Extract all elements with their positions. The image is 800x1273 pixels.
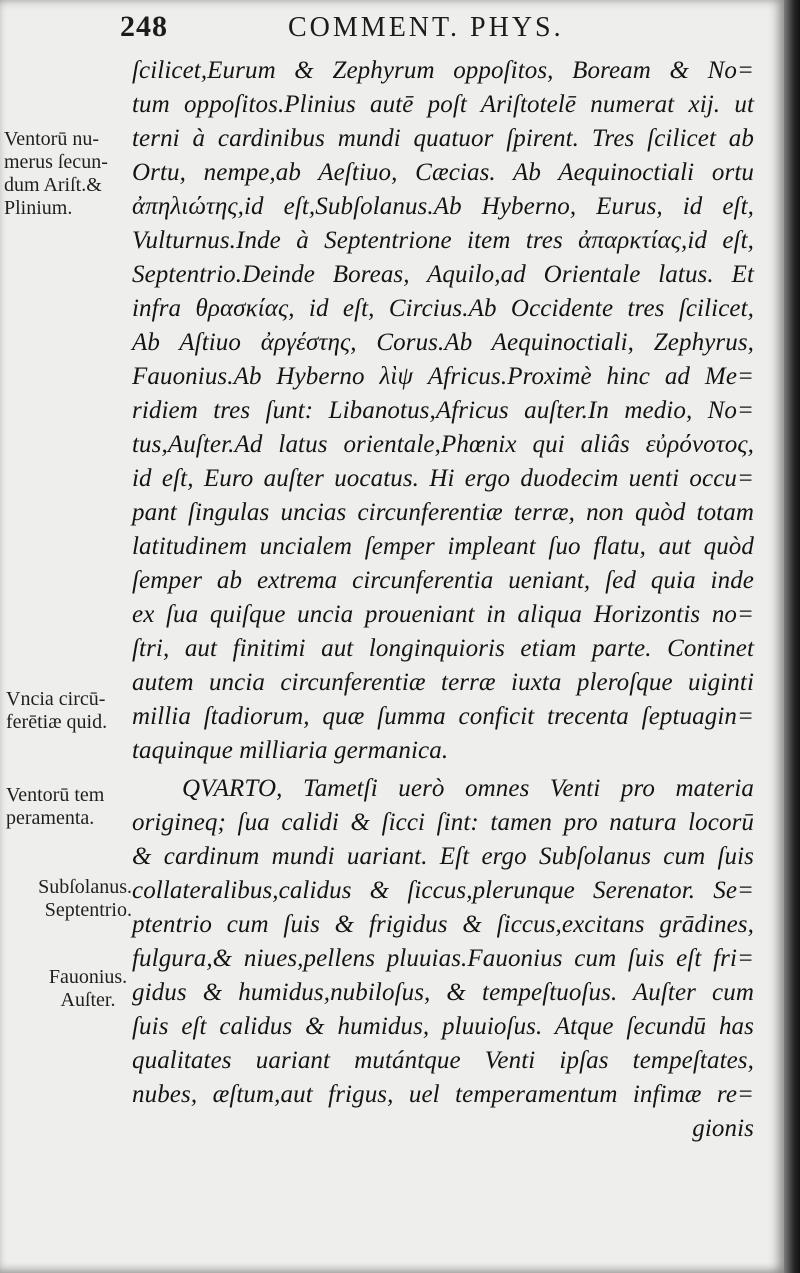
text-line: Ab Aſtiuo ἀργέστης, Corus.Ab Aequinoctiali, Zephyrus, bbox=[132, 329, 754, 356]
text-line: Septentrio.Deinde Boreas, Aquilo,ad Orientale latus. Et bbox=[132, 261, 754, 288]
text-line: fulgura,& niues,pellens pluuias.Fauonius cum ſuis eſt fri= bbox=[132, 945, 754, 972]
margin-note-uncia bbox=[6, 688, 107, 734]
text-line: id eſt, Euro auſter uocatus. Hi ergo duodecim uenti occu= bbox=[132, 465, 754, 492]
margin-note-temperamenta bbox=[6, 784, 104, 830]
text-line: ἀπηλιώτης,id eſt,Subſolanus.Ab Hyberno, Eurus, id eſt, bbox=[132, 193, 754, 220]
text-line: taquinque milliaria germanica. bbox=[132, 737, 449, 764]
running-title: COMMENT. PHYS. bbox=[288, 12, 564, 43]
text-line: autem uncia circunferentiæ terræ iuxta pleroſque uiginti bbox=[132, 669, 754, 696]
book-edge-shadow bbox=[784, 0, 800, 1273]
margin-note-ventorum-numerus bbox=[4, 128, 108, 220]
text-line: nubes, æſtum,aut frigus, uel temperamentum infimæ re= bbox=[132, 1081, 754, 1108]
text-line: Vulturnus.Inde à Septentrione item tres ἀπαρκτίας,id eſt, bbox=[132, 227, 754, 254]
page-header bbox=[120, 8, 680, 48]
text-line: ſtri, aut finitimi aut longinquioris etiam parte. Continet bbox=[132, 635, 754, 662]
text-line: Fauonius.Ab Hyberno λὶψ Africus.Proximè hinc ad Me= bbox=[132, 363, 754, 390]
margin-note-fauonius bbox=[40, 966, 136, 1012]
text-line: qualitates uariant mutántque Venti ipſas tempeſtates, bbox=[132, 1047, 754, 1074]
margin-note-subsolanus bbox=[8, 876, 132, 922]
margin-note-text: Vncia circū- ferētiæ quid. bbox=[6, 688, 108, 733]
text-line: ſemper ab extrema circunferentia ueniant, ſed quia inde bbox=[132, 567, 754, 594]
text-line: ex ſua quiſque uncia proueniant in aliqua Horizontis no= bbox=[132, 601, 754, 628]
margin-note-text: Ventorū tem peramenta. bbox=[6, 784, 105, 829]
text-line: gidus & humidus,nubiloſus, & tempeſtuoſus. Auſter cum bbox=[132, 979, 754, 1006]
text-line: infra θρασκίας, id eſt, Circius.Ab Occidente tres ſcilicet, bbox=[132, 295, 754, 322]
text-line: ptentrio cum ſuis & frigidus & ſiccus,excitans grādines, bbox=[132, 911, 754, 938]
text-line: tum oppoſitos.Plinius autē poſt Ariſtotelē numerat xij. ut bbox=[132, 91, 754, 118]
text-line: millia ſtadiorum, quæ ſumma conficit trecenta ſeptuagin= bbox=[132, 703, 754, 730]
page-number: 248 bbox=[120, 10, 168, 43]
text-line: origineq; ſua calidi & ſicci ſint: tamen pro natura locorū bbox=[132, 809, 754, 836]
margin-note-text: Subſolanus. Septentrio. bbox=[38, 876, 132, 921]
text-line: pant ſingulas uncias circunferentiæ terræ, non quòd totam bbox=[132, 499, 754, 526]
text-line: gionis bbox=[692, 1115, 754, 1142]
text-line: latitudinem uncialem ſemper impleant ſuo flatu, aut quòd bbox=[132, 533, 754, 560]
text-line: terni à cardinibus mundi quatuor ſpirent. Tres ſcilicet ab bbox=[132, 125, 754, 152]
text-line: ridiem tres ſunt: Libanotus,Africus auſter.In medio, No= bbox=[132, 397, 754, 424]
text-line: Ortu, nempe,ab Aeſtiuo, Cæcias. Ab Aequinoctiali ortu bbox=[132, 159, 754, 186]
text-line: ſuis eſt calidus & humidus, pluuioſus. Atque ſecundū has bbox=[132, 1013, 754, 1040]
text-line: & cardinum mundi uariant. Eſt ergo Subſolanus cum ſuis bbox=[132, 843, 754, 870]
margin-note-text: Ventorū nu- merus ſecun- dum Ariſt.& Plinium. bbox=[4, 128, 108, 219]
margin-note-text: Fauonius. Auſter. bbox=[48, 966, 128, 1011]
text-line: ſcilicet,Eurum & Zephyrum oppoſitos, Boream & No= bbox=[132, 57, 754, 84]
text-line: QVARTO, Tametſi uerò omnes Venti pro materia bbox=[182, 775, 754, 802]
text-line: collateralibus,calidus & ſiccus,plerunque Serenator. Se= bbox=[132, 877, 754, 904]
text-line: tus,Auſter.Ad latus orientale,Phœnix qui aliâs εὐρόνοτος, bbox=[132, 431, 754, 458]
